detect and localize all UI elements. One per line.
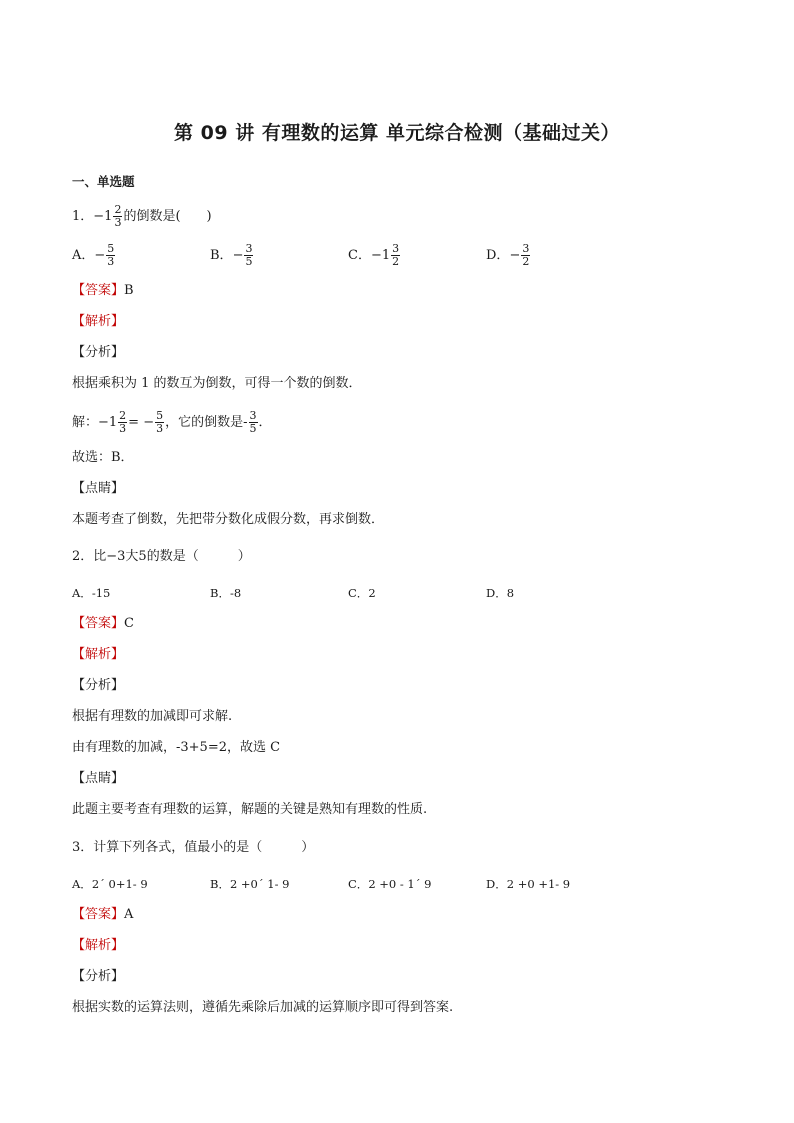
q3-option-d: D．2 +0 +1- 9 (486, 877, 571, 891)
q1-mixed-whole: −1 (93, 209, 113, 224)
question-1-stem (72, 204, 212, 229)
q1-option-b: B．− $\frac{3}{5}$ (210, 242, 253, 268)
q1-stem-text: 的倒数是( ) (123, 209, 212, 224)
q3-option-c: C．2 +0 - 1´ 9 (348, 877, 432, 891)
answer-tag: 【答案】 (72, 283, 125, 298)
q3-analysis: 根据实数的运算法则，遵循先乘除后加减的运算顺序即可得到答案. (72, 1000, 454, 1015)
q2-option-b: B．-8 (210, 586, 242, 600)
q1-answer (72, 282, 134, 300)
q2-answer: 【答案】C (72, 616, 134, 631)
q2-option-a: A．-15 (72, 586, 111, 600)
q1-solution: 解：−1 $\frac{2}{3}$ = − $\frac{5}{3}$ ，它的倒数是- $\frac{3}{5}$ ． (72, 409, 272, 435)
q2-option-c: C．2 (348, 586, 376, 600)
q3-answer: 【答案】A (72, 907, 134, 922)
q3-option-a: A．2´ 0+1- 9 (72, 877, 148, 891)
q1-jiexi-tag: 【解析】 (72, 314, 125, 329)
q1-fenxi-tag: 【分析】 (72, 345, 125, 360)
section-heading: 一、单选题 (72, 174, 135, 189)
q2-option-d: D．8 (486, 586, 515, 600)
q1-option-d: D．− $\frac{3}{2}$ (486, 242, 530, 268)
q1-dianjing-tag: 【点睛】 (72, 481, 125, 496)
q2-solution: 由有理数的加减，-3+5=2，故选 C (72, 740, 281, 755)
q2-analysis: 根据有理数的加减即可求解. (72, 709, 233, 724)
q1-option-a: A．− $\frac{5}{3}$ (72, 242, 115, 268)
q2-dianjing-tag: 【点睛】 (72, 771, 125, 786)
q1-choice: 故选：B． (72, 450, 134, 465)
q1-option-c: C．−1 $\frac{3}{2}$ (348, 242, 400, 268)
q3-option-b: B．2 +0´ 1- 9 (210, 877, 290, 891)
question-3-stem: 3．计算下列各式，值最小的是（ ） (72, 840, 315, 855)
q1-comment: 本题考查了倒数，先把带分数化成假分数，再求倒数． (72, 512, 385, 527)
q2-fenxi-tag: 【分析】 (72, 678, 125, 693)
q1-analysis: 根据乘积为 1 的数互为倒数，可得一个数的倒数． (72, 376, 362, 391)
document-title: 第 09 讲 有理数的运算 单元综合检测（基础过关） (174, 122, 620, 144)
q1-number: 1． (72, 209, 94, 224)
q3-jiexi-tag: 【解析】 (72, 938, 125, 953)
q3-fenxi-tag: 【分析】 (72, 969, 125, 984)
answer-value: B (124, 283, 134, 298)
q1-fraction: $\frac{2}{3}$ (114, 203, 122, 229)
q2-comment: 此题主要考查有理数的运算，解题的关键是熟知有理数的性质. (72, 802, 428, 817)
q2-jiexi-tag: 【解析】 (72, 647, 125, 662)
question-2-stem: 2．比−3大5的数是（ ） (72, 549, 251, 564)
